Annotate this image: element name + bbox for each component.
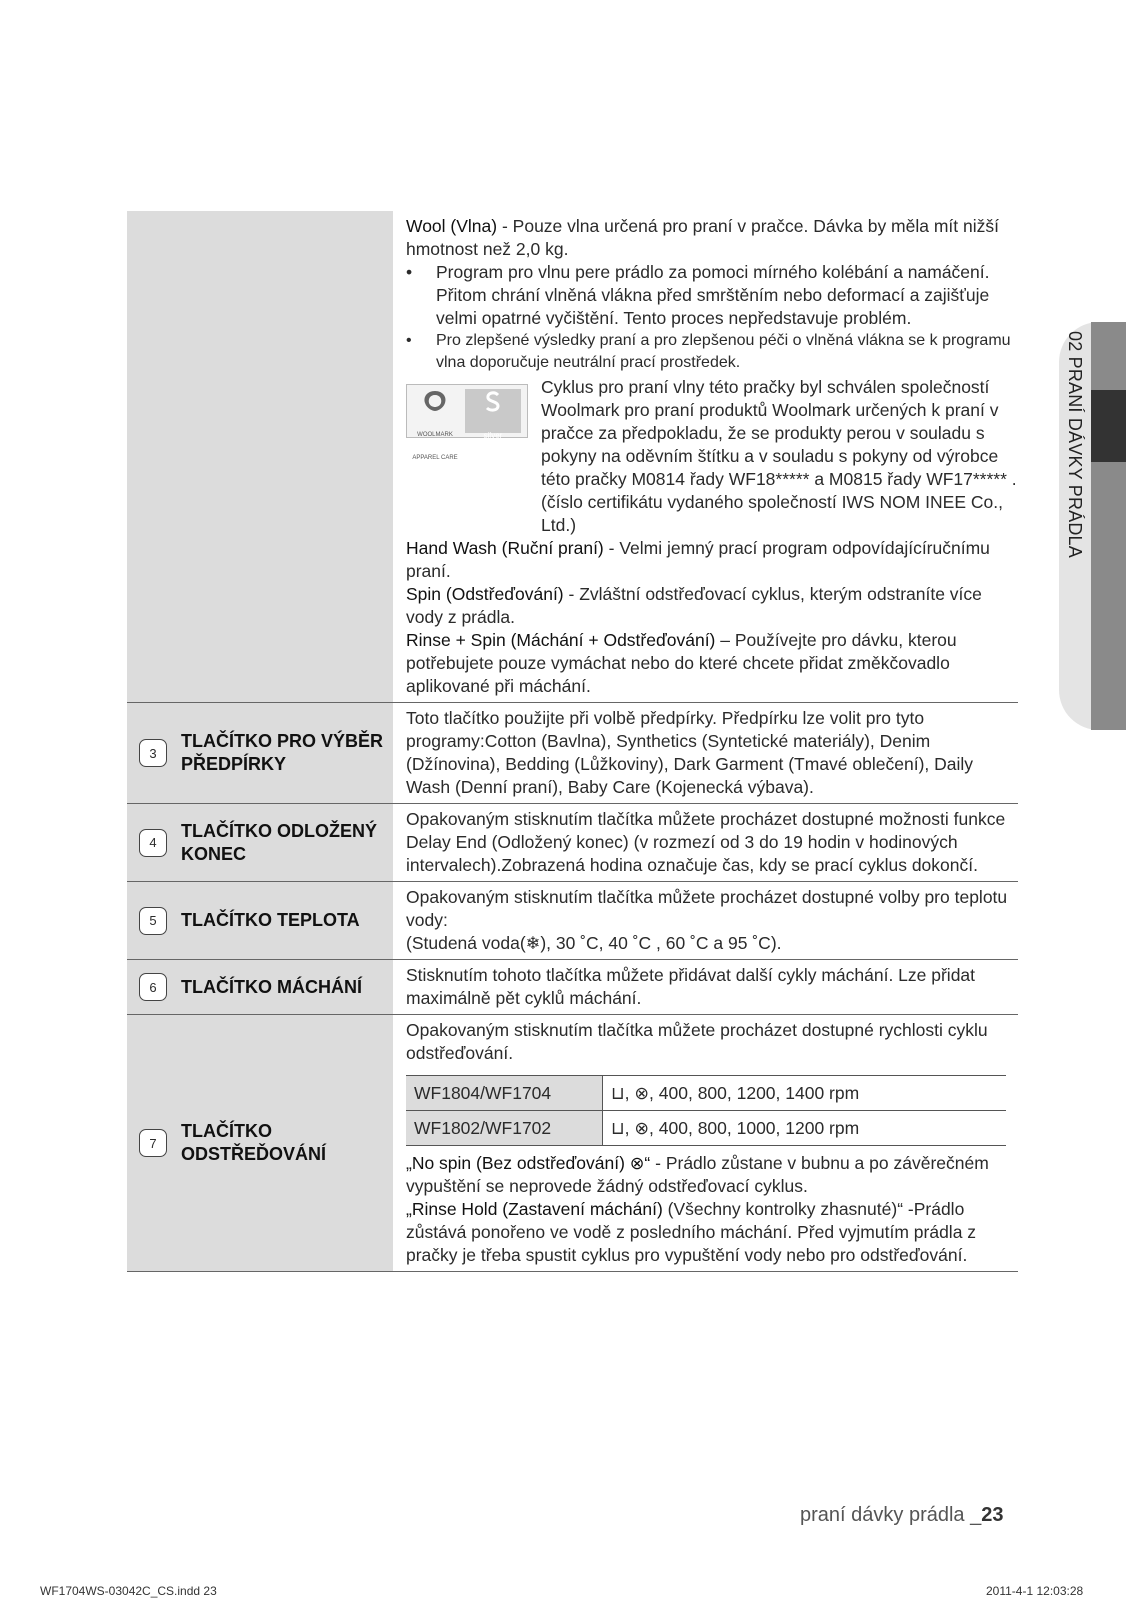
nospin-title: „No spin (Bez odstřeďování) ⊗“: [406, 1153, 651, 1173]
table-row: [127, 960, 1018, 1015]
woolmark-text: Cyklus pro praní vlny této pračky byl schválen společností Woolmark pro praní produktů Woolmark určených k praní v pračce za předpokladu, že se produkty perou v souladu s pokyny na oděvním štítku a v souladu s pokyny od výrobce této pračky M0814 řady WF18***** a M0815 řady WF17***** . (číslo certifikátu vydaného společností IWS NOM INEE Co., Ltd.): [541, 377, 1017, 535]
woolmark-icon: [421, 389, 449, 413]
spin-button-label: TLAČÍTKO ODSTŘEĎOVÁNÍ: [181, 1121, 327, 1164]
row-number-badge: 4: [139, 829, 167, 857]
wool-bullet: • Program pro vlnu pere prádlo za pomoci mírného kolébání a namáčení. Přitom chrání vlněná vlákna před smrštěním nebo deformací a zajišťuje velmi opatrné vyčištění. Tento proces nepředstavuje problém.: [406, 261, 1018, 330]
woolmark-block: [406, 376, 1018, 537]
row-content-cell: Stisknutím tohoto tlačítka můžete přidávat další cykly máchání. Lze přidat maximálně pět cyklů máchání.: [406, 965, 976, 1008]
speeds-cell: ⊔, ⊗, 400, 800, 1200, 1400 rpm: [603, 1076, 1007, 1111]
row-label-cell: [127, 960, 393, 1014]
rinse-spin-title: Rinse + Spin (Máchání + Odstřeďování): [406, 630, 716, 650]
wool-bullets: [406, 261, 1018, 374]
model-cell: WF1804/WF1704: [406, 1076, 603, 1111]
speeds-cell: ⊔, ⊗, 400, 800, 1000, 1200 rpm: [603, 1111, 1007, 1146]
side-tab-label: 02 PRANÍ DÁVKY PRÁDLA: [1065, 331, 1085, 558]
table-row: [406, 1076, 1006, 1111]
page-number: 23: [981, 1504, 1004, 1526]
woolmark-s-icon: [482, 389, 504, 415]
row-label-cell: [127, 1015, 393, 1271]
row-number-badge: 6: [139, 973, 167, 1001]
print-date-info: 2011-4-1 12:03:28: [986, 1584, 1084, 1598]
temperature-options: (Studená voda(❄), 30 ˚C, 40 ˚C , 60 ˚C a 95 ˚C).: [406, 933, 782, 953]
row-label-cell: [127, 703, 393, 803]
temperature-text: Opakovaným stisknutím tlačítka můžete procházet dostupné volby pro teplotu vody:: [406, 887, 1008, 930]
table-row: [127, 882, 1018, 960]
page-footer: [800, 1504, 1003, 1527]
wool-paragraph: [406, 215, 1018, 261]
row-number-badge: 5: [139, 907, 167, 935]
table-row: [127, 703, 1018, 804]
rinse-spin-desc: – Používejte pro dávku, kterou potřebujete pouze vymáchat nebo do které chcete přidat změkčovadlo aplikované při máchání.: [406, 630, 957, 696]
temperature-button-label: TLAČÍTKO TEPLOTA: [181, 910, 360, 930]
handwash-desc: - Velmi jemný prací program odpovídajícíručnímu praní.: [406, 538, 990, 581]
footer-title: praní dávky prádla _: [800, 1504, 982, 1526]
spin-speed-table: [406, 1075, 1006, 1146]
spin-paragraph: [406, 583, 1018, 629]
prewash-button-label: TLAČÍTKO PRO VÝBĚR PŘEDPÍRKY: [181, 731, 384, 774]
model-cell: WF1802/WF1702: [406, 1111, 603, 1146]
rinse-button-label: TLAČÍTKO MÁCHÁNÍ: [181, 976, 362, 997]
table-row: [127, 1015, 1018, 1272]
spin-speed-text: Opakovaným stisknutím tlačítka můžete procházet dostupné rychlosti cyklu odstřeďování.: [406, 1020, 988, 1063]
row-content-cell: [393, 211, 1018, 702]
row-number-badge: 3: [139, 739, 167, 767]
table-row: [127, 211, 1018, 703]
delay-end-button-label: TLAČÍTKO ODLOŽENÝ KONEC: [181, 820, 377, 864]
row-content-cell: Toto tlačítko použijte při volbě předpírky. Předpírku lze volit pro tyto programy:Cotton (Bavlna), Synthetics (Syntetické materiály), Denim (Džínovina), Bedding (Lůžkoviny), Dark Garment (Tmavé oblečení), Daily Wash (Denní praní), Baby Care (Kojenecká výbava).: [406, 708, 974, 797]
wool-desc: - Pouze vlna určená pro praní v pračce. Dávka by měla mít nižší hmotnost než 2,0 kg.: [406, 216, 999, 259]
row-label-cell: [127, 882, 393, 959]
woolmark-logo: [406, 384, 528, 461]
wool-title: Wool (Vlna): [406, 216, 498, 236]
silver-label: silver: [483, 431, 503, 440]
spin-title: Spin (Odstřeďování): [406, 584, 564, 604]
rinse-spin-paragraph: [406, 629, 1018, 698]
woolmark-silver-badge: [465, 389, 521, 440]
table-row: [127, 804, 1018, 882]
row-label-cell: [127, 211, 393, 702]
handwash-title: Hand Wash (Ruční praní): [406, 538, 604, 558]
woolmark-logo-text: WOOLMARK APPAREL CARE: [412, 432, 458, 461]
rinsehold-title: „Rinse Hold (Zastavení máchání): [406, 1199, 663, 1219]
woolmark-symbol: [411, 389, 459, 461]
rinsehold-desc: (Všechny kontrolky zhasnuté)“ -Prádlo zůstává ponořeno ve vodě z posledního máchání. Před vyjmutím prádla z pračky je třeba spustit cyklus pro vypuštění vody nebo pro odstřeďování.: [406, 1199, 977, 1265]
print-file-info: WF1704WS-03042C_CS.indd 23: [40, 1584, 217, 1598]
row-content-cell: Opakovaným stisknutím tlačítka můžete procházet dostupné možnosti funkce Delay End (Odložený konec) (v rozmezí od 3 do 19 hodin v hodinových intervalech).Zobrazená hodina označuje čas, kdy se prací cyklus dokončí.: [406, 809, 1006, 875]
nospin-desc: - Prádlo zůstane v bubnu a po závěrečném vypuštění se neprovede žádný odstřeďovací cyklus.: [406, 1153, 989, 1196]
nospin-paragraph: [406, 1152, 1018, 1198]
handwash-paragraph: [406, 537, 1018, 583]
row-number-badge: 7: [139, 1129, 167, 1157]
row-label-cell: [127, 804, 393, 881]
controls-table: [127, 211, 1018, 1272]
row-content-cell: [393, 1015, 1018, 1271]
rinsehold-paragraph: [406, 1198, 1018, 1267]
wool-bullet: • Pro zlepšené výsledky praní a pro zlepšenou péči o vlněná vlákna se k programu vlna doporučuje neutrální prací prostředek.: [406, 330, 1018, 374]
spin-desc: - Zvláštní odstřeďovací cyklus, kterým odstraníte více vody z prádla.: [406, 584, 982, 627]
row-content-cell: [393, 882, 1018, 959]
table-row: [406, 1111, 1006, 1146]
